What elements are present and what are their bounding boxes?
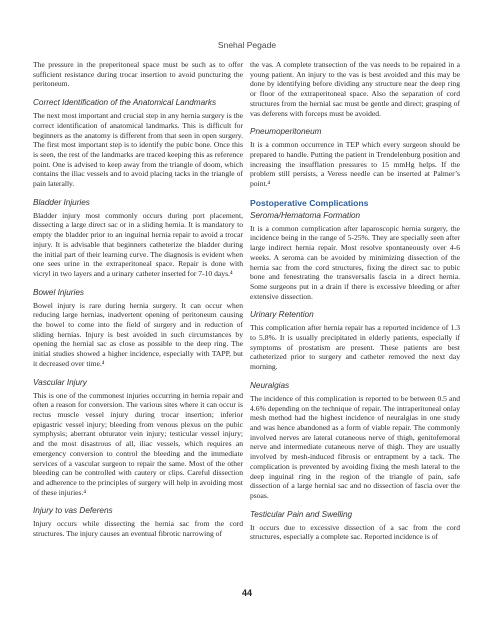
paragraph: Injury occurs while dissecting the hernia sac from the cord structures. The injury causes an eventual fibrotic narrowing of xyxy=(33,519,243,539)
subheading: Seroma/Hematoma Formation xyxy=(250,210,361,220)
paragraph: This complication after hernia repair has a reported incidence of 1.3 to 5.8%. It is usually precipitated in elderly patients, especially if symptoms of prostatism are present. These patients are best catheterized prior to surgery and catheter removed the next day morning. xyxy=(250,323,460,372)
page-number: 44 xyxy=(241,588,252,598)
paragraph: It is a common occurrence in TEP which every surgeon should be prepared to handle. Putting the patient in Trendelenburg position and increasing the insufflation pressures to 15 mmHg helps. If the problem still persists, a Veress needle can be inserted at Palmer’s point.⁴ xyxy=(250,140,460,189)
paragraph: Bowel injury is rare during hernia surgery. It can occur when reducing large hernias, inadvertent opening of peritoneum causing the bowel to come into the field of surgery and in reduction of sliding hernias. Injury is best avoided in such circumstances by opening the hernial sac as close as possible to the deep ring. The initial studies showed a higher incidence, especially with TAPP, but it decreased over time.⁴ xyxy=(33,300,243,368)
subheading: Correct Identification of the Anatomical Landmarks xyxy=(33,98,217,108)
subheading: Neuralgias xyxy=(250,380,290,390)
subheading: Testicular Pain and Swelling xyxy=(250,509,353,519)
paragraph: Bladder injury most commonly occurs during port placement, dissecting a large direct sac or in a sliding hernia. It is mandatory to empty the bladder prior to an inguinal hernia repair to avoid a trocar injury. It is advisable that beginners catheterize the bladder during the initial part of their learning curve. The diagnosis is evident when one sees urine in the extraperitoneal space. Repair is done with vicryl in two layers and a urinary catheter inserted for 7-10 days.⁴ xyxy=(33,210,243,278)
paragraph: The pressure in the preperitoneal space must be such as to offer sufficient resistance during trocar insertion to avoid puncturing the peritoneum. xyxy=(33,60,243,89)
right-column xyxy=(250,60,460,546)
paragraph: It is a common complication after laparoscopic hernia surgery, the incidence being in the range of 5-25%. They are specially seen after large indirect hernia repair. Most resolve spontaneously over 4-6 weeks. A seroma can be avoided by minimizing dissection of the hernia sac from the cord structures, fixing the direct sac to pubic bone and fenestrating the transversalis fascia in a direct hernia. Some surgeons put in a drain if there is excessive bleeding or after extensive dissection. xyxy=(250,223,460,301)
subheading: Bowel Injuries xyxy=(33,287,84,297)
section-heading: Postoperative Complications xyxy=(250,197,369,208)
paragraph: It occurs due to excessive dissection of a sac from the cord structures, especially a complete sac. Reported incidence is of xyxy=(250,522,460,542)
paragraph: This is one of the commonest injuries occurring in hernia repair and often a reason for conversion. The various sites where it can occur is rectus muscle vessel injury during trocar insertion; inferior epigastric vessel injury; bleeding from venous plexus on the pubic symphysis; aberrant obturator vein injury; testicular vessel injury; and the most disastrous of all, iliac vessels, which requires an emergency conversion to control the bleeding and the immediate services of a vascular surgeon to repair the same. Most of the other bleeding can be controlled with cautery or clips. Careful dissection and adherence to the principles of surgery will help in avoiding most of these injuries.⁴ xyxy=(33,390,243,497)
subheading: Bladder Injuries xyxy=(33,197,90,207)
subheading: Vascular Injury xyxy=(33,377,87,387)
running-head: Snehal Pegade xyxy=(217,40,277,50)
paragraph: The incidence of this complication is reported to be between 0.5 and 4.6% depending on the technique of repair. The intraperitoneal onlay mesh method had the highest incidence of neuralgias in one study and was hence abandoned as a form of viable repair. The commonly involved nerves are lateral cutaneous nerve of thigh, genitofemoral nerve and intermediate cutaneous nerve of thigh. They are usually involved by mesh-induced fibrosis or entrapment by a tack. The complication is prevented by avoiding fixing the mesh lateral to the deep inguinal ring in the region of the triangle of pain, safe dissection of a large hernial sac and no dissection of fascia over the psoas. xyxy=(250,393,460,500)
left-column xyxy=(33,60,243,543)
subheading: Pneumoperitoneum xyxy=(250,127,322,137)
paragraph: the vas. A complete transection of the vas needs to be repaired in a young patient. An injury to the vas is best avoided and this may be done by identifying before dividing any structure near the deep ring or floor of the extraperitoneal space. Also the separation of cord structures from the hernial sac must be gentle and direct; grasping of vas deferens with forceps must be avoided. xyxy=(250,60,460,118)
subheading: Urinary Retention xyxy=(250,310,314,320)
subheading: Injury to vas Deferens xyxy=(33,506,113,516)
paragraph: The next most important and crucial step in any hernia surgery is the correct identification of anatomical landmarks. This is difficult for beginners as the anatomy is different from that seen in open surgery. The first most important step is to identify the pubic bone. Once this is seen, the rest of the landmarks are traced keeping this as reference point. One is advised to keep away from the triangle of doom, which contains the iliac vessels and to avoid placing tacks in the triangle of pain laterally. xyxy=(33,111,243,189)
